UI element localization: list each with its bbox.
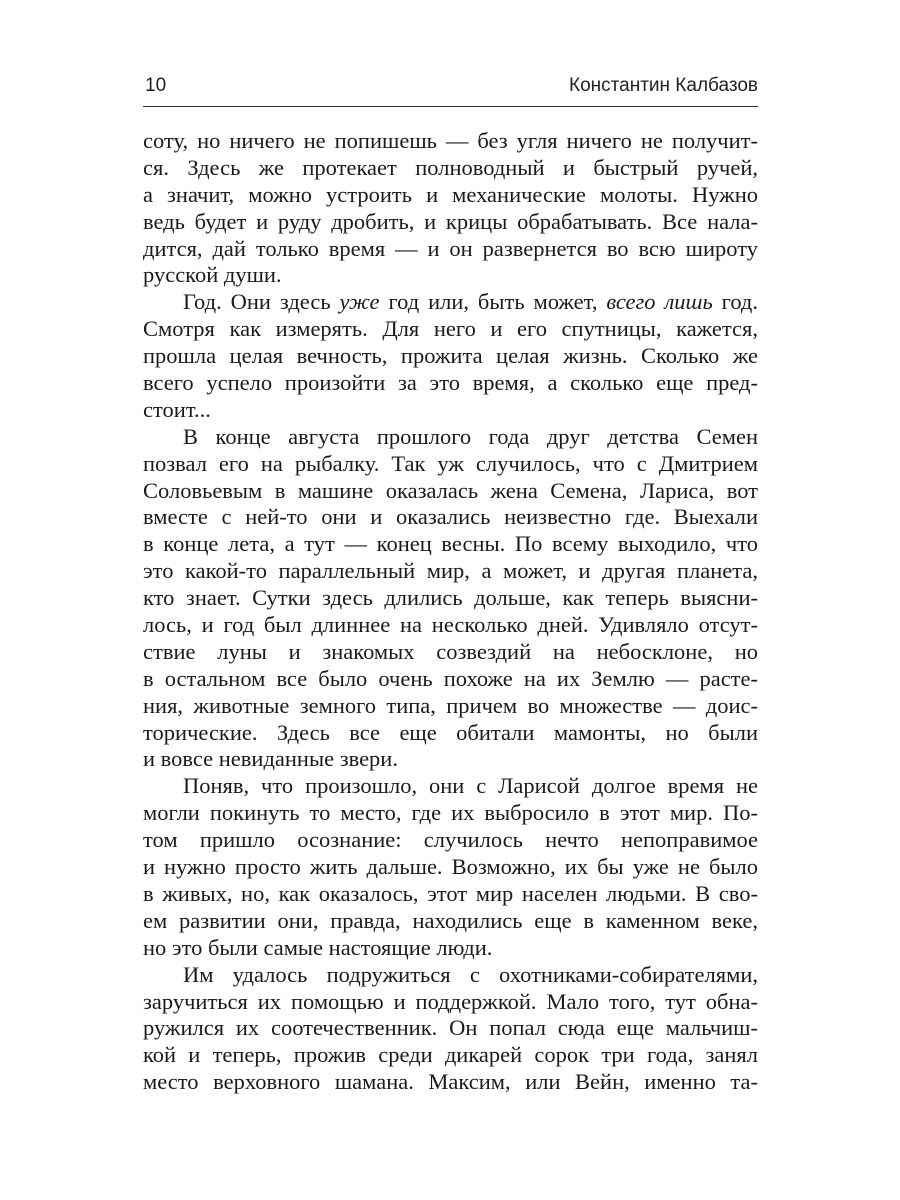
text-segment: В конце августа прошлого года друг детства Семен — [183, 423, 758, 449]
text-line — [143, 316, 758, 343]
text-line — [143, 1015, 758, 1042]
text-line — [143, 397, 758, 424]
text-segment: ружился их соотечественник. Он попал сюда еще мальчиш- — [143, 1015, 758, 1041]
text-line — [143, 1069, 758, 1096]
text-line — [143, 720, 758, 747]
text-segment: русской души. — [143, 262, 282, 288]
paragraph — [143, 962, 758, 1096]
text-segment: а значит, можно устроить и механические молоты. Нужно — [143, 181, 758, 207]
text-line — [143, 262, 758, 289]
text-segment: в остальном все было очень похоже на их Землю — расте- — [143, 665, 758, 691]
text-line — [143, 504, 758, 531]
text-line — [143, 800, 758, 827]
text-line — [143, 935, 758, 962]
text-segment: ем развитии они, правда, находились еще в каменном веке, — [143, 907, 758, 933]
text-line — [143, 451, 758, 478]
text-line — [143, 558, 758, 585]
text-line — [143, 881, 758, 908]
text-segment: дится, дай только время — и он развернется во всю широту — [143, 235, 758, 261]
text-line — [143, 827, 758, 854]
text-segment: но это были самые настоящие люди. — [143, 934, 493, 960]
text-segment: Год. Они здесь — [183, 289, 340, 315]
text-segment: в живых, но, как оказалось, этот мир населен людьми. В сво- — [143, 880, 758, 906]
text-line — [143, 289, 758, 316]
text-segment: вместе с ней-то они и оказались неизвестно где. Выехали — [143, 504, 758, 530]
text-line — [143, 343, 758, 370]
italic-text: всего лишь — [606, 289, 713, 315]
text-line — [143, 370, 758, 397]
text-segment: стоит... — [143, 396, 211, 422]
text-line — [143, 209, 758, 236]
text-line — [143, 854, 758, 881]
text-segment: и вовсе невиданные звери. — [143, 746, 398, 772]
text-segment: всего успело произойти за это время, а сколько еще пред- — [143, 370, 758, 396]
text-segment: том пришло осознание: случилось нечто непоправимое — [143, 827, 758, 853]
text-line — [143, 639, 758, 666]
text-segment: позвал его на рыбалку. Так уж случилось, что с Дмитрием — [143, 450, 758, 476]
paragraph — [143, 289, 758, 423]
text-segment: Поняв, что произошло, они с Ларисой долгое время не — [183, 773, 758, 799]
text-segment: место верховного шамана. Максим, или Вейн, именно та- — [143, 1069, 758, 1095]
text-segment: Соловьевым в машине оказалась жена Семена, Лариса, вот — [143, 477, 758, 503]
text-segment: в конце лета, а тут — конец весны. По всему выходило, что — [143, 531, 758, 557]
text-line — [143, 424, 758, 451]
text-segment: соту, но ничего не попишешь — без угля ничего не получит- — [143, 128, 758, 153]
text-line — [143, 585, 758, 612]
text-line — [143, 666, 758, 693]
text-segment: кой и теперь, прожив среди дикарей сорок три года, занял — [143, 1042, 758, 1068]
page-number: 10 — [145, 75, 167, 96]
text-line — [143, 155, 758, 182]
text-line — [143, 693, 758, 720]
text-line — [143, 531, 758, 558]
text-segment: торические. Здесь все еще обитали мамонты, но были — [143, 719, 758, 745]
running-header — [143, 72, 758, 107]
text-line — [143, 1042, 758, 1069]
italic-text: уже — [339, 289, 380, 315]
text-line — [143, 962, 758, 989]
text-segment: кто знает. Сутки здесь длились дольше, как теперь выясни- — [143, 585, 758, 611]
text-line — [143, 908, 758, 935]
text-segment: год. — [712, 289, 758, 315]
text-segment: ния, животные земного типа, причем во множестве — доис- — [143, 692, 758, 718]
text-segment: и нужно просто жить дальше. Возможно, их бы уже не было — [143, 854, 758, 880]
text-segment: год или, быть может, — [379, 289, 607, 315]
text-line — [143, 989, 758, 1016]
text-line — [143, 182, 758, 209]
running-header-author: Константин Калбазов — [569, 75, 758, 96]
text-segment: заручиться их помощью и поддержкой. Мало того, тут обна- — [143, 988, 758, 1014]
text-segment: ствие луны и знакомых созвездий на небосклоне, но — [143, 638, 758, 664]
body-text — [143, 128, 758, 1096]
text-line — [143, 773, 758, 800]
text-segment: могли покинуть то место, где их выбросило в этот мир. По- — [143, 800, 758, 826]
paragraph — [143, 424, 758, 774]
paragraph — [143, 773, 758, 961]
text-segment: Смотря как измерять. Для него и его спутницы, кажется, — [143, 316, 758, 342]
text-line — [143, 478, 758, 505]
text-line — [143, 128, 758, 155]
text-line — [143, 746, 758, 773]
text-segment: Им удалось подружиться с охотниками-собирателями, — [183, 961, 758, 987]
text-line — [143, 612, 758, 639]
paragraph — [143, 128, 758, 289]
text-segment: ведь будет и руду дробить, и крицы обрабатывать. Все нала- — [143, 208, 758, 234]
text-segment: ся. Здесь же протекает полноводный и быстрый ручей, — [143, 154, 758, 180]
text-line — [143, 236, 758, 263]
text-segment: лось, и год был длиннее на несколько дней. Удивляло отсут- — [143, 612, 758, 638]
text-segment: это какой-то параллельный мир, а может, и другая планета, — [143, 558, 758, 584]
text-segment: прошла целая вечность, прожита целая жизнь. Сколько же — [143, 343, 758, 369]
